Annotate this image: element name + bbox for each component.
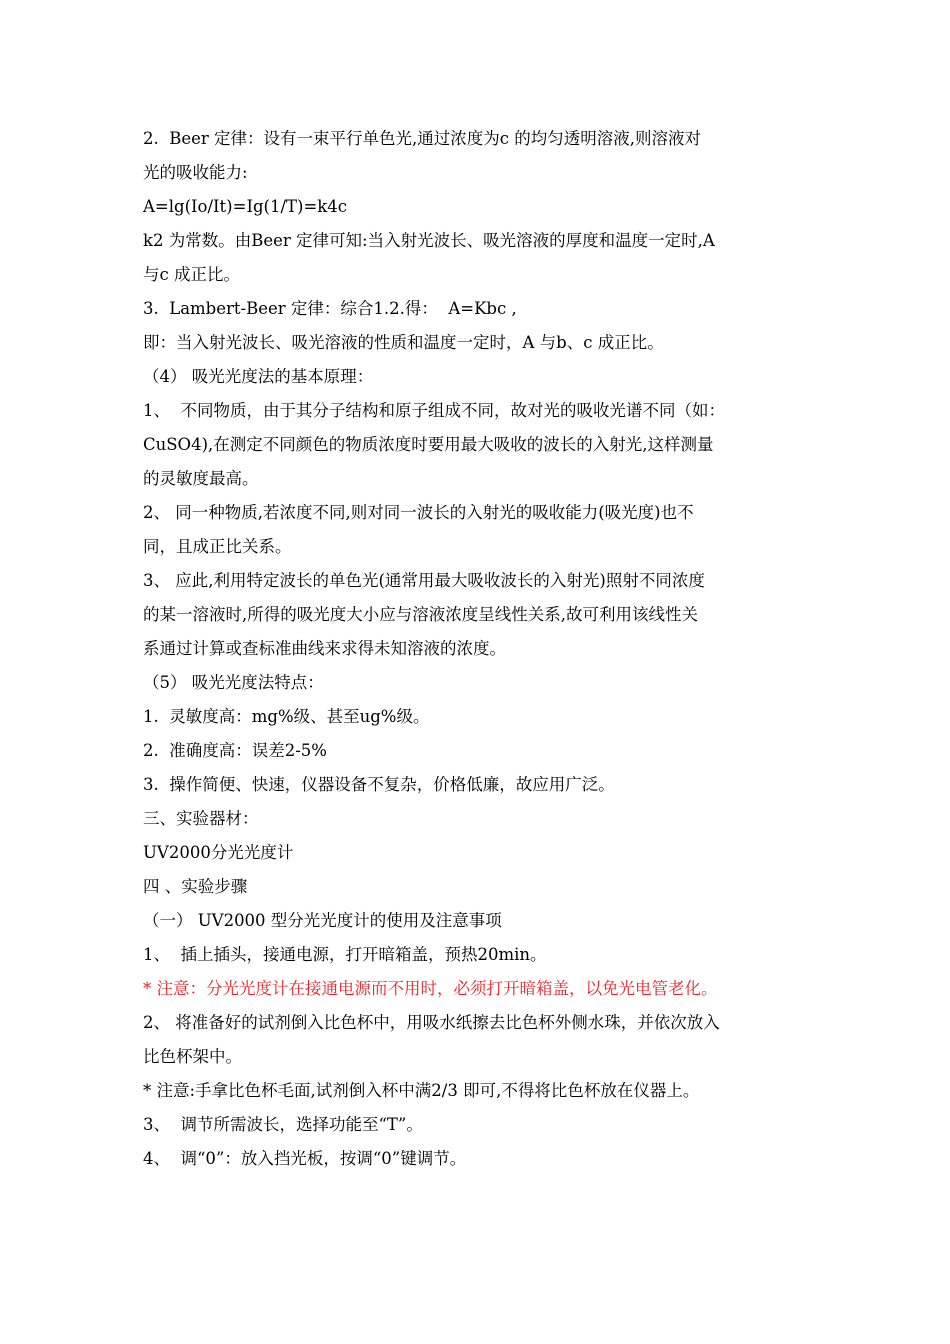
text-line: 1、 不同物质，由于其分子结构和原子组成不同，故对光的吸收光谱不同（如：	[143, 401, 725, 420]
note-line: * 注意:手拿比色杯毛面,试剂倒入杯中满2/3 即可,不得将比色杯放在仪器上。	[143, 1081, 700, 1100]
formula-line: A=lg(Io/It)=Ig(1/T)=k4c	[143, 197, 348, 216]
section-heading: （4） 吸光光度法的基本原理：	[143, 367, 374, 386]
beer-law-line: 2. Beer 定律：设有一束平行单色光,通过浓度为c 的均匀透明溶液,则溶液对	[143, 129, 701, 148]
equipment-line: UV2000分光光度计	[143, 843, 294, 862]
text-line: 系通过计算或查标准曲线来求得未知溶液的浓度。	[143, 639, 506, 658]
list-item: 3. 操作简便、快速，仪器设备不复杂，价格低廉，故应用广泛。	[143, 775, 615, 794]
step-line: 1、 插上插头，接通电源，打开暗箱盖，预热20min。	[143, 945, 547, 964]
text-line: 3、 应此,利用特定波长的单色光(通常用最大吸收波长的入射光)照射不同浓度	[143, 571, 705, 590]
text-line: 即：当入射光波长、吸光溶液的性质和温度一定时，A 与b、c 成正比。	[143, 333, 664, 352]
step-line: 2、 将准备好的试剂倒入比色杯中，用吸水纸擦去比色杯外侧水珠，并依次放入	[143, 1013, 720, 1032]
text-line: 光的吸收能力:	[143, 163, 248, 182]
text-line: 的某一溶液时,所得的吸光度大小应与溶液浓度呈线性关系,故可利用该线性关	[143, 605, 698, 624]
text-line: CuSO4),在测定不同颜色的物质浓度时要用最大吸收的波长的入射光,这样测量	[143, 435, 714, 454]
step-line: 比色杯架中。	[143, 1047, 242, 1066]
section-heading: 三、实验器材：	[143, 809, 259, 828]
step-line: 4、 调“0”：放入挡光板，按调“0”键调节。	[143, 1149, 467, 1168]
text-line: 2、 同一种物质,若浓度不同,则对同一波长的入射光的吸收能力(吸光度)也不	[143, 503, 694, 522]
document-body	[143, 122, 811, 1176]
subsection-heading: （一） UV2000 型分光光度计的使用及注意事项	[143, 911, 502, 930]
text-line: 与c 成正比。	[143, 265, 240, 284]
text-line: 的灵敏度最高。	[143, 469, 259, 488]
text-line: 同，且成正比关系。	[143, 537, 292, 556]
step-line: 3、 调节所需波长，选择功能至“T”。	[143, 1115, 423, 1134]
lambert-beer-line: 3. Lambert-Beer 定律：综合1.2.得： A=Kbc ,	[143, 299, 517, 318]
list-item: 2. 准确度高：误差2-5%	[143, 741, 327, 760]
list-item: 1. 灵敏度高：mg%级、甚至ug%级。	[143, 707, 430, 726]
section-heading: （5） 吸光光度法特点：	[143, 673, 324, 692]
warning-note: * 注意：分光光度计在接通电源而不用时，必须打开暗箱盖，以免光电管老化。	[143, 979, 718, 998]
section-heading: 四 、实验步骤	[143, 877, 248, 896]
text-line: k2 为常数。由Beer 定律可知:当入射光波长、吸光溶液的厚度和温度一定时,A	[143, 231, 715, 250]
